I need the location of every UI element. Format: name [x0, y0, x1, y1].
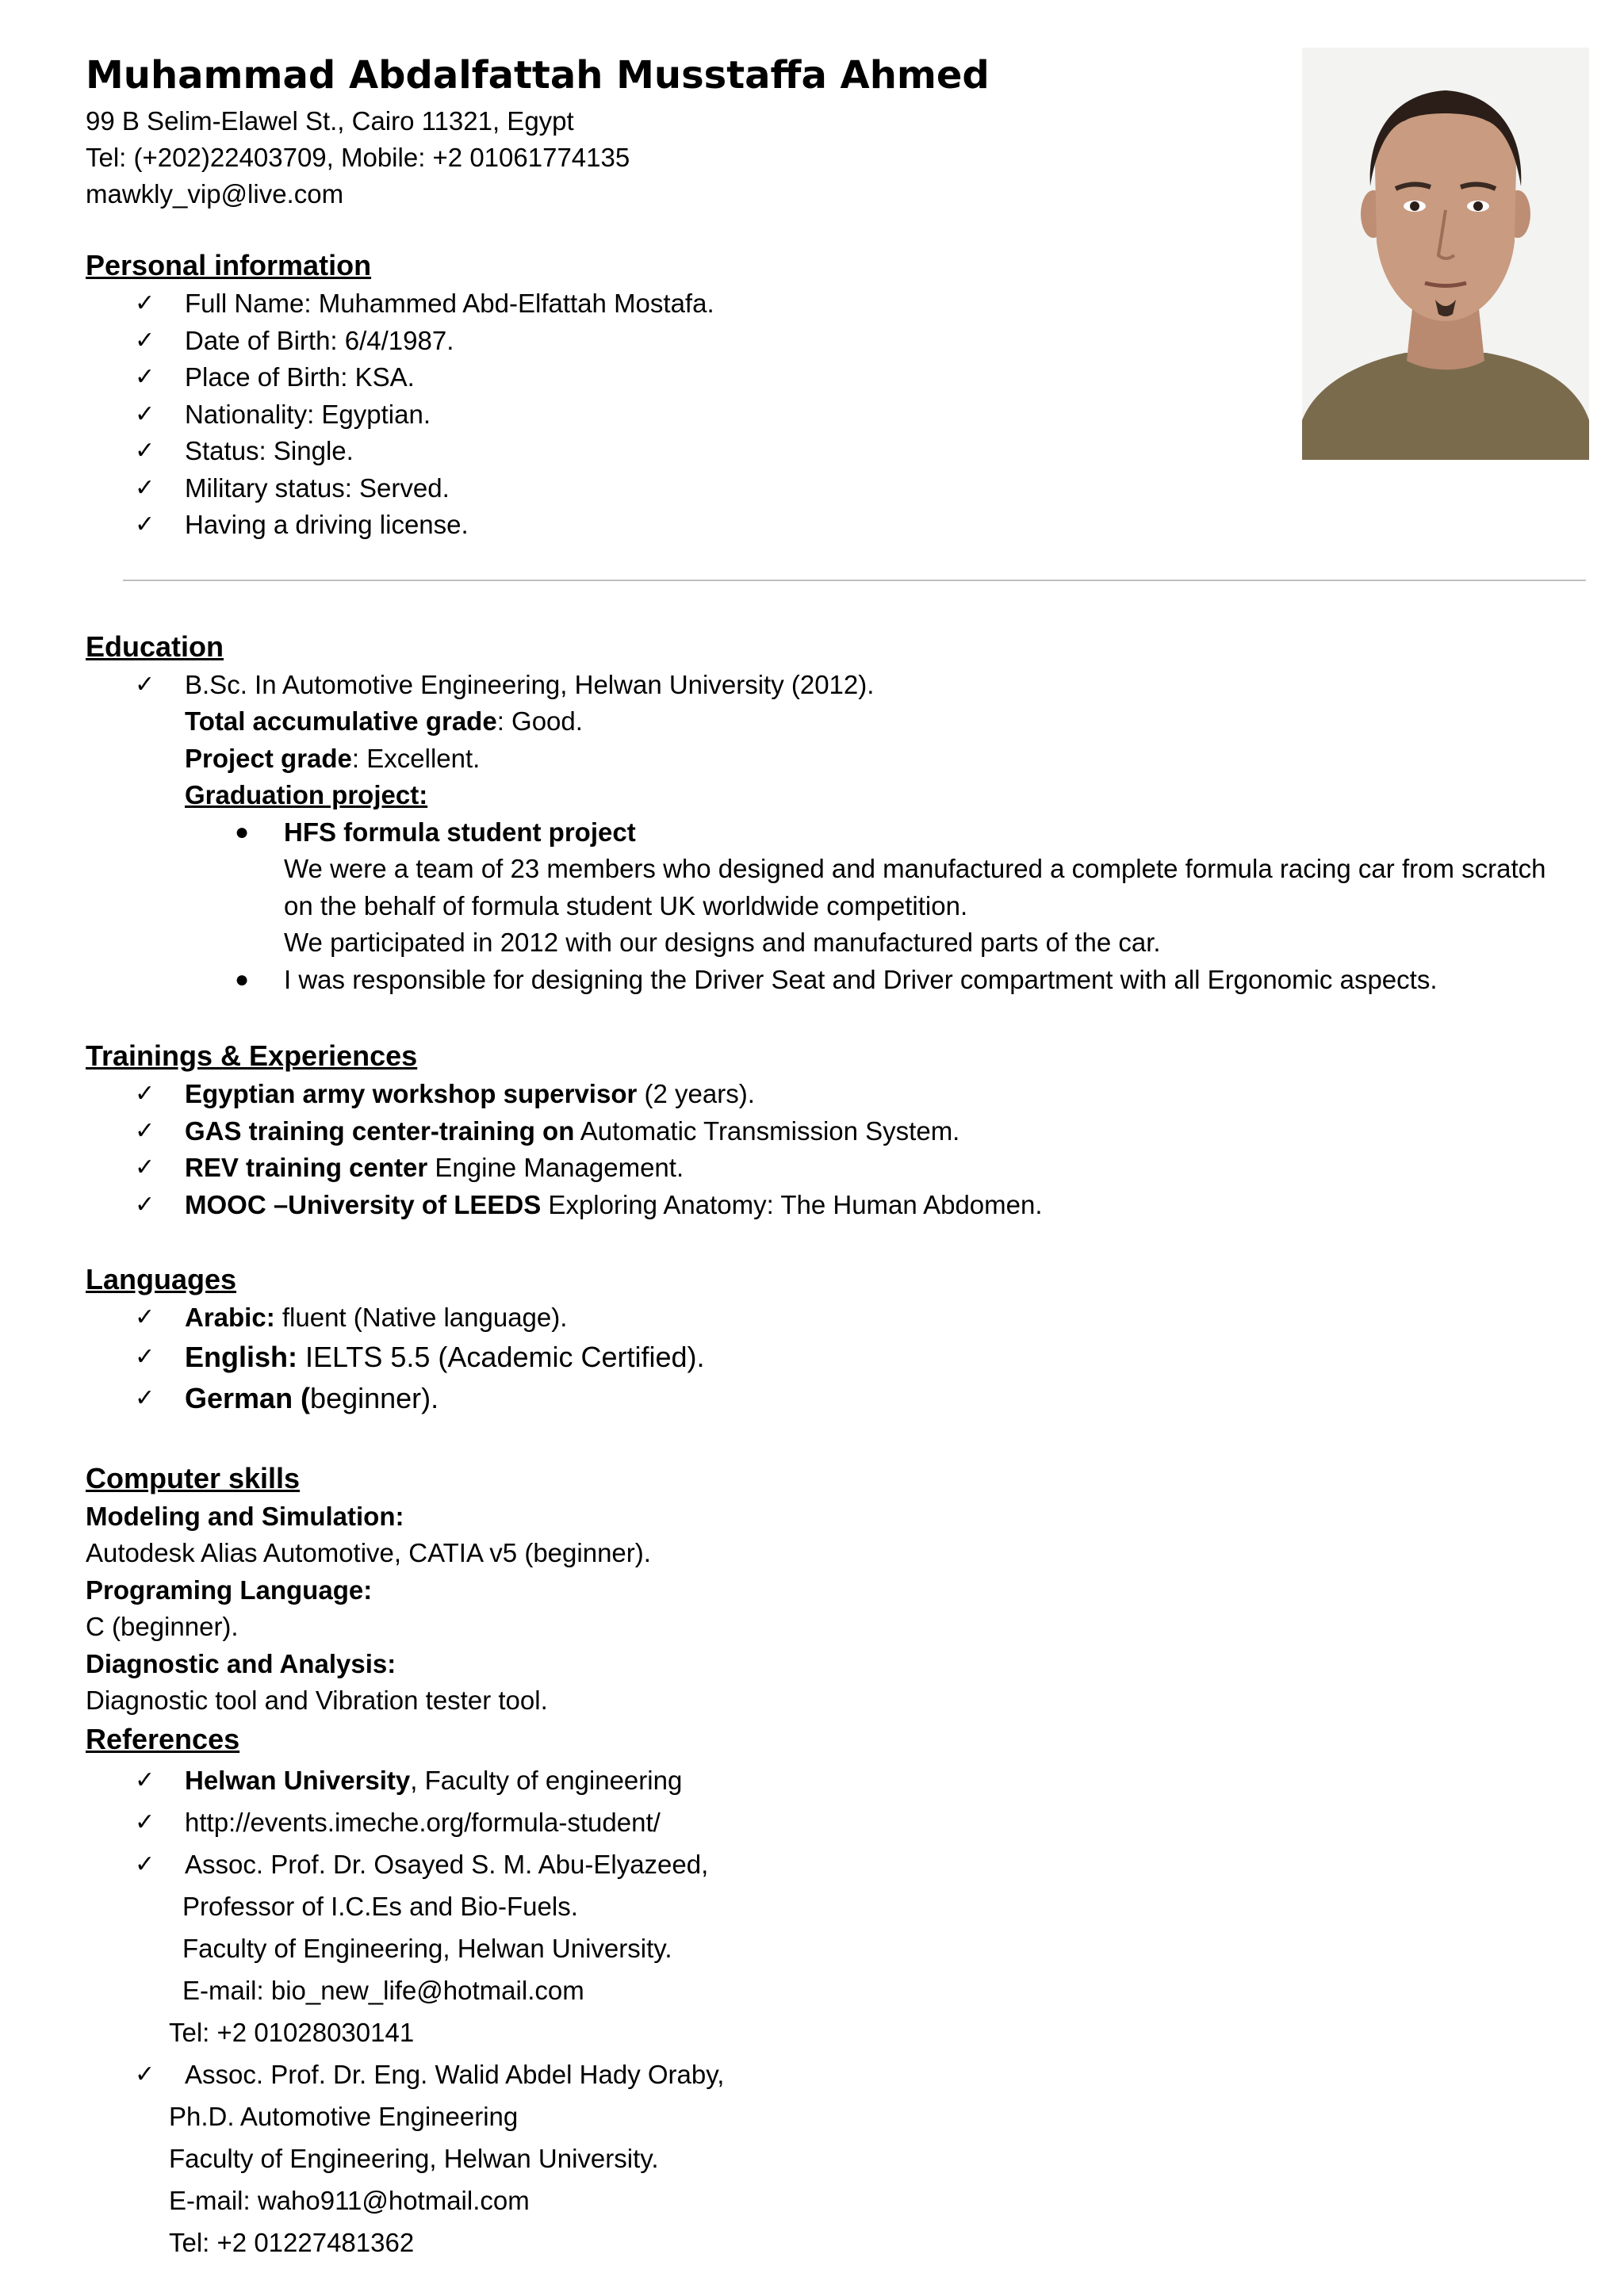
check-icon: ✓ [135, 1154, 155, 1181]
check-icon: ✓ [135, 363, 155, 391]
check-icon: ✓ [135, 1342, 155, 1371]
education-section-title: Education [86, 629, 224, 663]
modeling-label: Modeling and Simulation: [86, 1501, 404, 1531]
reference-1-tel: Tel: +2 01028030141 [169, 2017, 415, 2047]
languages-section [86, 1260, 1616, 1419]
reference-1-role: Professor of I.C.Es and Bio-Fuels. [182, 1891, 578, 1921]
reference-2-faculty: Faculty of Engineering, Helwan University. [169, 2143, 659, 2173]
check-icon: ✓ [135, 1190, 155, 1219]
training-item: ✓ Egyptian army workshop supervisor (2 years). [86, 1076, 1616, 1113]
project-description: We were a team of 23 members who designed and manufactured a complete formula racing car from scratch [284, 854, 1546, 883]
check-icon: ✓ [135, 670, 155, 698]
programming-label: Programing Language: [86, 1575, 373, 1605]
check-icon: ✓ [135, 1303, 155, 1331]
language-item: ✓ German (beginner). [86, 1378, 1616, 1419]
phone-numbers: Tel: (+202)22403709, Mobile: +2 01061774135 [86, 143, 630, 172]
language-item: ✓ English: IELTS 5.5 (Academic Certified). [86, 1337, 1616, 1378]
references-section [86, 1720, 1616, 2263]
check-icon: ✓ [135, 1766, 155, 1794]
education-section [86, 627, 1616, 999]
computer-skills-section [86, 1459, 1616, 1720]
reference-link[interactable]: ✓ http://events.imeche.org/formula-student/ [86, 1801, 1616, 1843]
training-item: ✓ MOOC –University of LEEDS Exploring Anatomy: The Human Abdomen. [86, 1187, 1616, 1224]
check-icon: ✓ [135, 473, 155, 502]
project-bullet: ● HFS formula student project [86, 814, 1616, 851]
personal-item: ✓ Place of Birth: KSA. [86, 359, 1616, 396]
reference-2-role: Ph.D. Automotive Engineering [169, 2101, 519, 2131]
reference-person-2: ✓ Assoc. Prof. Dr. Eng. Walid Abdel Hady Oraby, [86, 2053, 1616, 2095]
diagnostic-value: Diagnostic tool and Vibration tester tool. [86, 1686, 548, 1715]
languages-section-title: Languages [86, 1263, 237, 1295]
trainings-section-title: Trainings & Experiences [86, 1039, 418, 1072]
reference-2-tel: Tel: +2 01227481362 [169, 2227, 415, 2257]
personal-item: ✓ Full Name: Muhammed Abd-Elfattah Mostafa. [86, 285, 1616, 323]
personal-item: ✓ Having a driving license. [86, 507, 1616, 544]
language-item: ✓ Arabic: fluent (Native language). [86, 1299, 1616, 1337]
personal-item: ✓ Nationality: Egyptian. [86, 396, 1616, 434]
graduation-project-label: Graduation project: [185, 780, 428, 809]
diagnostic-label: Diagnostic and Analysis: [86, 1648, 396, 1678]
references-section-title: References [86, 1722, 240, 1755]
personal-item: ✓ Date of Birth: 6/4/1987. [86, 323, 1616, 360]
reference-person-1: ✓ Assoc. Prof. Dr. Osayed S. M. Abu-Elyazeed, [86, 1843, 1616, 1885]
modeling-value: Autodesk Alias Automotive, CATIA v5 (beginner). [86, 1538, 651, 1567]
bullet-icon: ● [235, 966, 250, 993]
total-grade: Total accumulative grade: Good. [185, 706, 583, 736]
check-icon: ✓ [135, 326, 155, 354]
candidate-name: Muhammad Abdalfattah Musstaffa Ahmed [86, 53, 990, 98]
address: 99 B Selim-Elawel St., Cairo 11321, Egypt [86, 106, 574, 136]
check-icon: ✓ [135, 511, 155, 538]
trainings-section [86, 1036, 1616, 1223]
personal-item: ✓ Military status: Served. [86, 470, 1616, 507]
check-icon: ✓ [135, 1808, 155, 1836]
responsibility-bullet: ● I was responsible for designing the Driver Seat and Driver compartment with all Ergonomic aspects. [86, 962, 1616, 999]
training-item: ✓ GAS training center-training on Automatic Transmission System. [86, 1113, 1616, 1150]
reference-1-email: E-mail: bio_new_life@hotmail.com [182, 1975, 584, 2005]
reference-1-faculty: Faculty of Engineering, Helwan University. [182, 1933, 672, 1963]
degree-item: ✓ B.Sc. In Automotive Engineering, Helwan University (2012). [86, 667, 1616, 704]
personal-item: ✓ Status: Single. [86, 433, 1616, 470]
reference-2-email: E-mail: waho911@hotmail.com [169, 2185, 530, 2215]
training-item: ✓ REV training center Engine Management. [86, 1150, 1616, 1187]
check-icon: ✓ [135, 1383, 155, 1412]
email: mawkly_vip@live.com [86, 179, 344, 209]
resume-page [86, 48, 1616, 2263]
project-description: We participated in 2012 with our designs and manufactured parts of the car. [284, 928, 1161, 957]
personal-section [86, 246, 1616, 544]
check-icon: ✓ [135, 1080, 155, 1108]
personal-section-title: Personal information [86, 249, 372, 281]
project-description: on the behalf of formula student UK worldwide competition. [284, 890, 968, 920]
check-icon: ✓ [135, 437, 155, 465]
resume-header [86, 48, 1616, 212]
check-icon: ✓ [135, 1116, 155, 1145]
check-icon: ✓ [135, 1850, 155, 1878]
project-grade: Project grade: Excellent. [185, 743, 481, 773]
check-icon: ✓ [135, 400, 155, 428]
check-icon: ✓ [135, 289, 155, 317]
bullet-icon: ● [235, 818, 250, 845]
programming-value: C (beginner). [86, 1612, 239, 1641]
reference-item: ✓ Helwan University, Faculty of engineering [86, 1759, 1616, 1801]
check-icon: ✓ [135, 2060, 155, 2088]
computer-skills-section-title: Computer skills [86, 1461, 301, 1494]
